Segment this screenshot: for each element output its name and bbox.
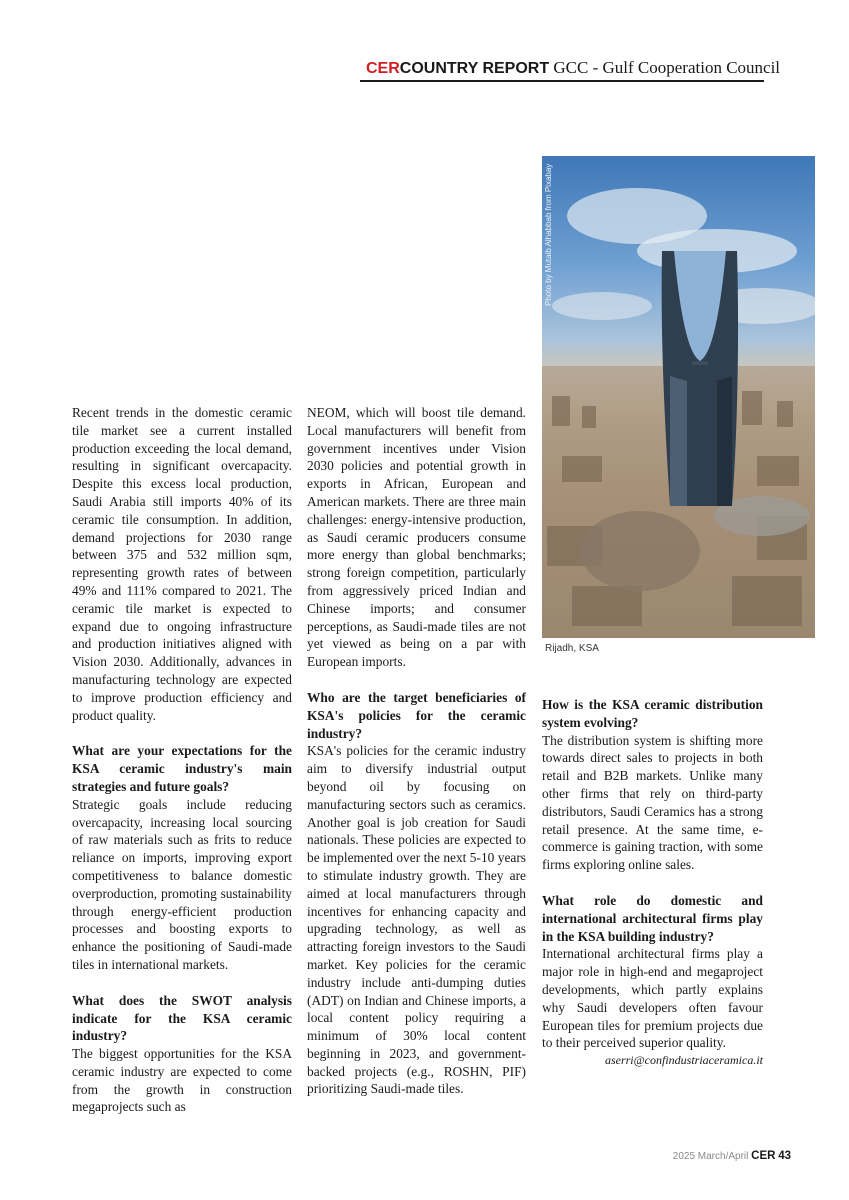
skyline-illustration xyxy=(542,156,815,638)
footer-brand: CER xyxy=(751,1150,776,1162)
header-section: COUNTRY REPORT xyxy=(399,60,550,77)
header-brand: CER xyxy=(366,60,400,77)
question-architecture: What role do domestic and international architectural firms play in the KSA building industry? xyxy=(542,892,763,944)
swot-continued: NEOM, which will boost tile demand. Local manufacturers will benefit from government incentives under Vision 2030 policies and potential growth in exports in African, European and American markets. There are three main challenges: energy-intensive production, as Saudi ceramic producers consume more energy than global benchmarks; strong foreign competition, particularly from aggressively priced Indian and Chinese imports; and consumer perceptions, as Saudi-made tiles are not yet viewed as being on a par with European imports. xyxy=(307,405,526,670)
column-3 xyxy=(542,696,763,1070)
header-rule xyxy=(360,80,764,82)
page-header xyxy=(360,56,781,82)
kingdom-centre-photo xyxy=(542,156,815,638)
page-number: 43 xyxy=(778,1150,791,1162)
answer-architecture: International architectural firms play a major role in high-end and megaproject developments, which partly explains why Saudi developers often favour European tiles for premium projects due to their perceived superior quality. xyxy=(542,946,763,1051)
photo-caption: Rijadh, KSA xyxy=(545,643,599,654)
header-region: GCC - Gulf Cooperation Council xyxy=(553,58,781,77)
answer-swot: The biggest opportunities for the KSA ceramic industry are expected to come from the growth in construction megaprojects such as xyxy=(72,1046,292,1115)
question-strategies: What are your expectations for the KSA ceramic industry's main strategies and future goals? xyxy=(72,743,292,794)
header-title xyxy=(366,58,780,78)
column-2 xyxy=(307,404,526,1098)
footer-issue: 2025 March/April xyxy=(672,1151,749,1162)
photo-credit: Photo by Mutaib Alhabbab from Pixabay xyxy=(544,163,553,306)
answer-beneficiaries: KSA's policies for the ceramic industry aim to diversify industrial output beyond oil by focusing on manufacturing sectors such as ceramics. Another goal is job creation for Saudi nationals. These policies are expected to be implemented over the next 5-10 years to stimulate industry growth. They are aimed at local manufacturers through incentives for enhancing capacity and upgrading technology, as well as attracting foreign investors to the Saudi market. Key policies for the ceramic industry include anti-dumping duties (ADT) on Indian and Chinese imports, a local content policy requiring a minimum of 30% local content beginning in 2023, and government-backed projects (e.g., ROSHN, PIF) prioritizing Saudi-made tiles. xyxy=(307,743,526,1097)
column-1 xyxy=(72,404,292,1116)
answer-strategies: Strategic goals include reducing overcapacity, increasing local sourcing of raw materials such as frits to reduce reliance on imports, improving export competitiveness to balance domestic overproduction, promoting sustainability through energy-efficient production processes and boosting exports to enhance the positioning of Saudi-made tiles in international markets. xyxy=(72,796,292,972)
question-distribution: How is the KSA ceramic distribution system evolving? xyxy=(542,697,763,730)
question-beneficiaries: Who are the target beneficiaries of KSA's policies for the ceramic industry? xyxy=(307,689,526,741)
answer-distribution: The distribution system is shifting more towards direct sales to projects in both retail and B2B markets. Unlike many other firms that rely on third-party distributors, Saudi Ceramics has a strong retail presence. At the same time, e-commerce is gaining traction, with some firms exploring online sales. xyxy=(542,732,763,873)
page-footer xyxy=(673,1150,791,1162)
author-email[interactable]: aserri@confindustriaceramica.it xyxy=(604,1053,763,1068)
intro-paragraph: Recent trends in the domestic ceramic tile market see a current installed production exceeding the local demand, resulting in significant overcapacity. Despite this excess local production, Saudi Arabia still imports 40% of its ceramic tile consumption. In addition, demand projections for 2030 range between 375 and 532 million sqm, representing growth rates of between 49% and 111% compared to 2021. The ceramic tile market is expected to expand due to ongoing infrastructure and production initiatives aligned with Vision 2030. Additionally, advances in manufacturing technology are expected to improve production efficiency and product quality. xyxy=(72,405,292,723)
question-swot: What does the SWOT analysis indicate for the KSA ceramic industry? xyxy=(72,992,292,1044)
